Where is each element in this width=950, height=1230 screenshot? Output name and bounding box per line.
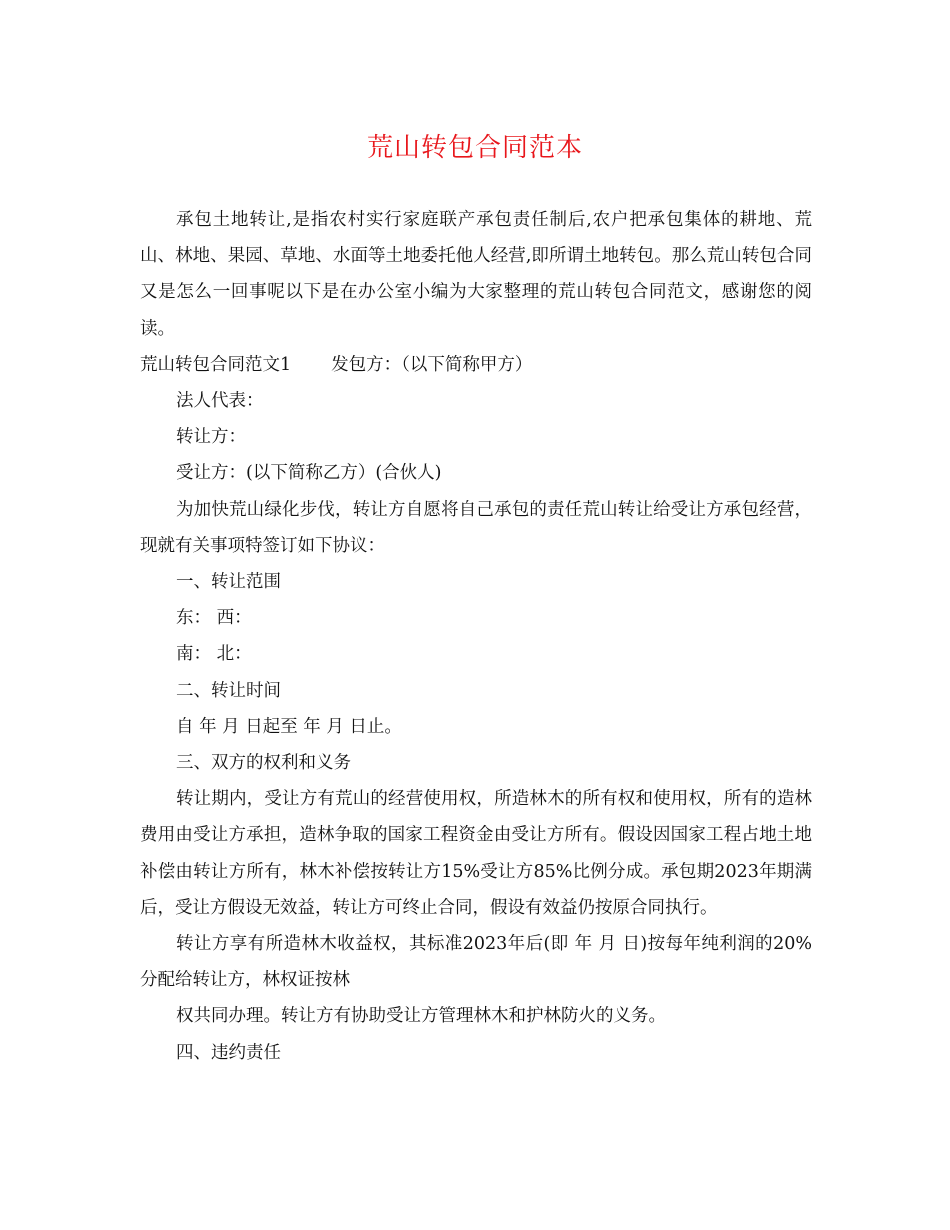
- preamble-paragraph: 为加快荒山绿化步伐，转让方自愿将自己承包的责任荒山转让给受让方承包经营，现就有关事项特签订如下协议：: [140, 499, 812, 556]
- section-4-heading: 四、违约责任: [176, 1042, 281, 1063]
- party-a-line: 发包方：（以下简称甲方）: [331, 354, 533, 375]
- document-title: 荒山转包合同范本: [366, 133, 583, 163]
- legal-rep-line: 法人代表：: [176, 391, 264, 412]
- transferor-line: 转让方：: [176, 427, 246, 448]
- sample-heading: 荒山转包合同范文1: [140, 354, 292, 375]
- period-line: 自 年 月 日起至 年 月 日止。: [176, 716, 402, 737]
- transferee-line: 受让方：(以下简称乙方）(合伙人): [176, 463, 442, 484]
- rights-paragraph-1: 转让期内，受让方有荒山的经营使用权，所造林木的所有权和使用权，所有的造林费用由受让方承担，造林争取的国家工程资金由受让方所有。假设因国家工程占地土地补偿由转让方所有，林木补偿按转让方15%受让方85%比例分成。承包期2023年期满后，受让方假设无效益，转让方可终止合同，假设有效益仍按原合同执行。: [140, 789, 812, 918]
- section-2-heading: 二、转让时间: [176, 680, 281, 701]
- document-body: [140, 202, 812, 1071]
- rights-paragraph-2: 转让方享有所造林木收益权，其标准2023年后(即 年 月 日)按每年纯利润的20%分配给转让方，林权证按林: [140, 934, 812, 991]
- rights-paragraph-3: 权共同办理。转让方有协助受让方管理林木和护林防火的义务。: [176, 1006, 666, 1027]
- east-west-line: 东： 西：: [176, 608, 252, 629]
- intro-paragraph: 承包土地转让,是指农村实行家庭联产承包责任制后,农户把承包集体的耕地、荒山、林地、果园、草地、水面等土地委托他人经营,即所谓土地转包。那么荒山转包合同又是怎么一回事呢以下是在办公室小编为大家整理的荒山转包合同范文，感谢您的阅读。: [140, 210, 812, 339]
- section-1-heading: 一、转让范围: [176, 572, 281, 593]
- south-north-line: 南： 北：: [176, 644, 252, 665]
- section-3-heading: 三、双方的权利和义务: [176, 753, 351, 774]
- sample-heading-line: [140, 347, 812, 383]
